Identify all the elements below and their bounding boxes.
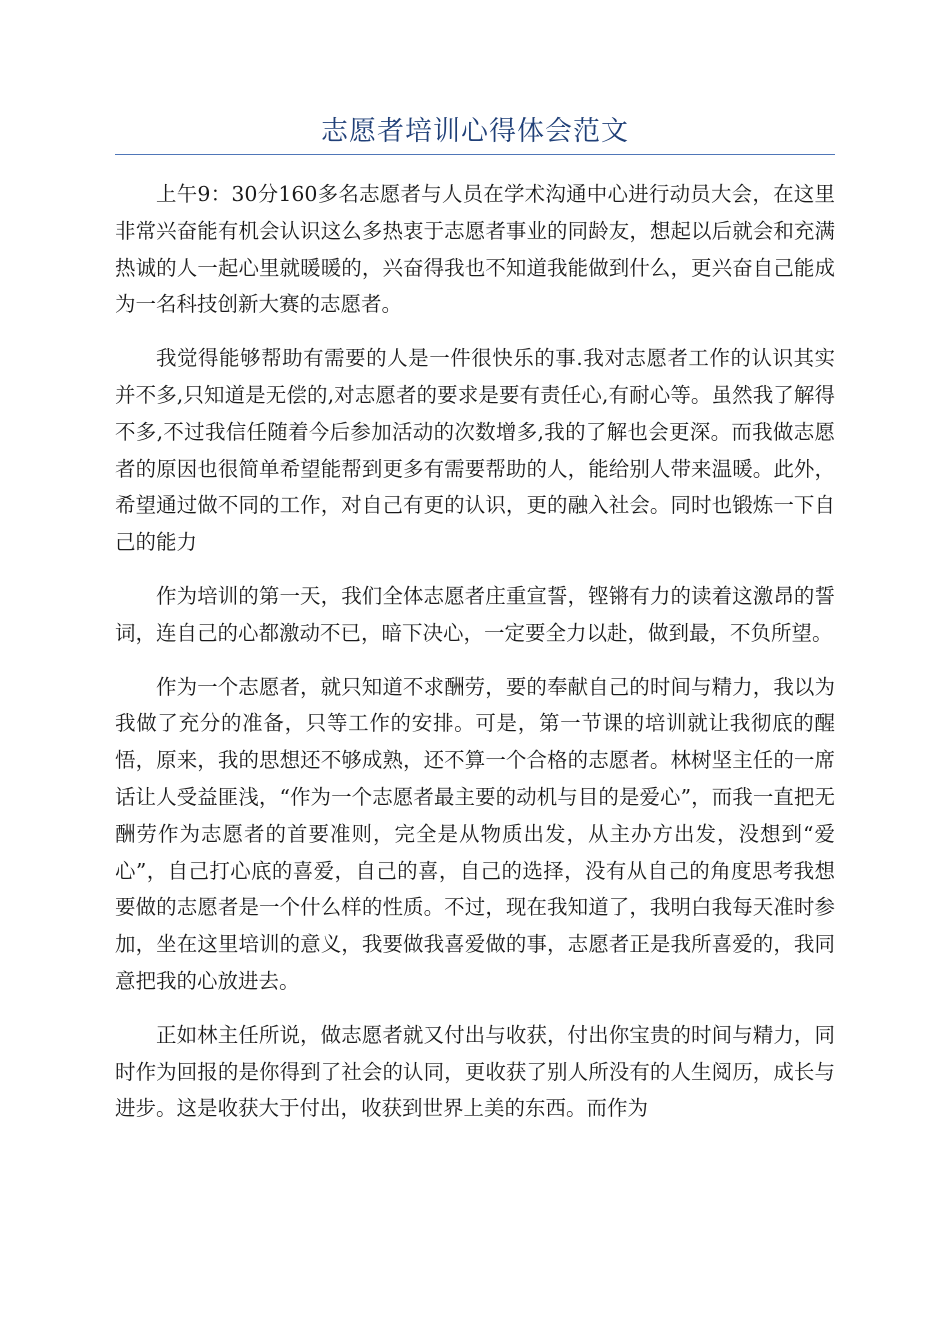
document-title: 志愿者培训心得体会范文 — [321, 116, 629, 147]
paragraph: 作为培训的第一天，我们全体志愿者庄重宣誓，铿锵有力的读着这激昂的誓词，连自己的心都激动不已，暗下决心，一定要全力以赴，做到最，不负所望。 — [115, 583, 835, 645]
paragraph: 作为一个志愿者，就只知道不求酬劳，要的奉献自己的时间与精力，我以为我做了充分的准备，只等工作的安排。可是，第一节课的培训就让我彻底的醒悟，原来，我的思想还不够成熟，还不算一个合格的志愿者。林树坚主任的一席话让人受益匪浅，“作为一个志愿者最主要的动机与目的是爱心”，而我一直把无酬劳作为志愿者的首要准则，完全是从物质出发，从主办方出发，没想到“爱心”，自己打心底的喜爱，自己的喜，自己的选择，没有从自己的角度思考我想要做的志愿者是一个什么样的性质。不过，现在我知道了，我明白我每天准时参加，坐在这里培训的意义，我要做我喜爱做的事，志愿者正是我所喜爱的，我同意把我的心放进去。 — [115, 674, 835, 993]
title-underline — [115, 154, 835, 155]
paragraph: 正如林主任所说，做志愿者就又付出与收获，付出你宝贵的时间与精力，同时作为回报的是你得到了社会的认同，更收获了别人所没有的人生阅历，成长与进步。这是收获大于付出，收获到世界上美的东西。而作为 — [115, 1022, 835, 1121]
paragraph: 上午9：30分160多名志愿者与人员在学术沟通中心进行动员大会，在这里非常兴奋能有机会认识这么多热衷于志愿者事业的同龄友，想起以后就会和充满热诚的人一起心里就暖暖的，兴奋得我也不知道我能做到什么，更兴奋自己能成为一名科技创新大赛的志愿者。 — [115, 182, 835, 317]
paragraph: 我觉得能够帮助有需要的人是一件很快乐的事.我对志愿者工作的认识其实并不多,只知道是无偿的,对志愿者的要求是要有责任心,有耐心等。虽然我了解得不多,不过我信任随着今后参加活动的次数增多,我的了解也会更深。而我做志愿者的原因也很简单希望能帮到更多有需要帮助的人，能给别人带来温暖。此外，希望通过做不同的工作，对自己有更的认识，更的融入社会。同时也锻炼一下自己的能力 — [115, 346, 835, 555]
document-body — [115, 176, 835, 1144]
